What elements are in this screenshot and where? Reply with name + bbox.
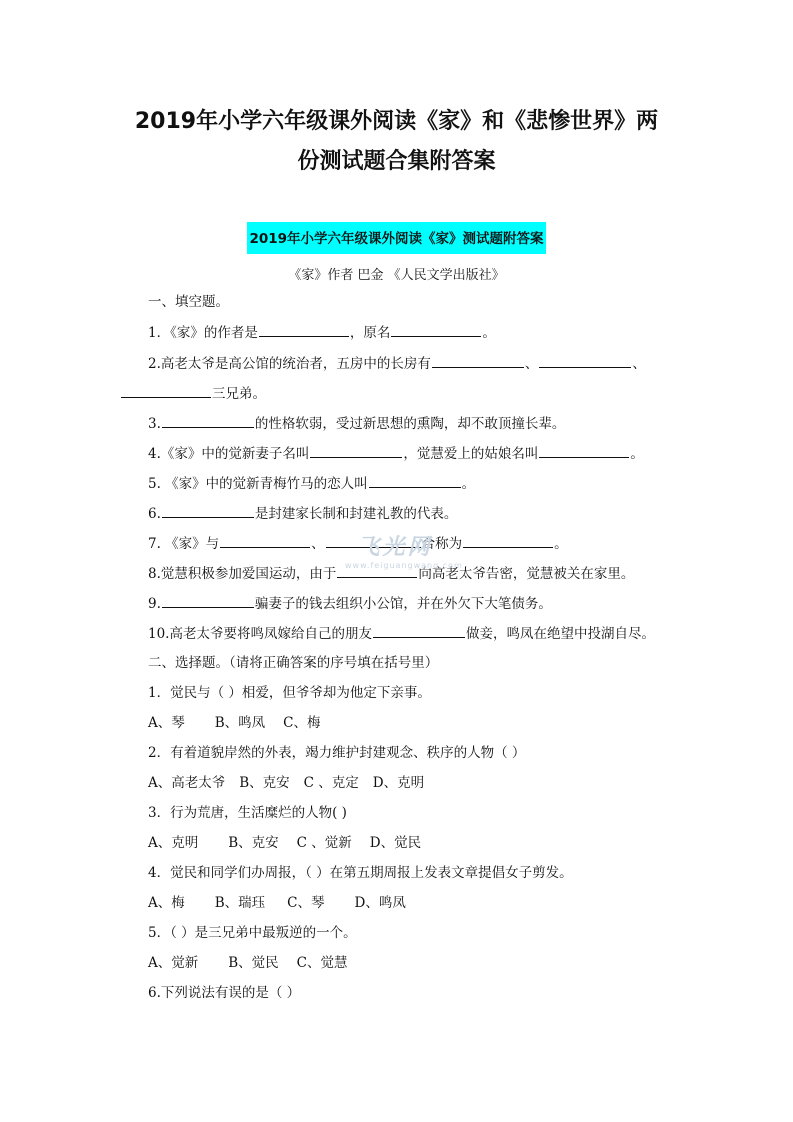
choice-q4-stem: 4．觉民和同学们办周报，（ ）在第五期周报上发表文章提倡女子剪发。 (148, 865, 573, 881)
q4-text-b: ，觉慧爱上的姑娘名叫 (403, 446, 539, 462)
q7-text-a: 7. 《家》与 (148, 536, 220, 552)
option: C 、觉新 (296, 835, 352, 851)
q2-text-d: 三兄弟。 (212, 386, 266, 402)
q9-text-b: 骗妻子的钱去组织小公馆，并在外欠下大笔债务。 (254, 596, 552, 612)
option: B、克安 (239, 775, 290, 791)
answer-blank[interactable] (337, 563, 417, 578)
option: B、克安 (228, 835, 279, 851)
option: A、梅 (148, 895, 185, 911)
q2-text-c: 、 (632, 356, 646, 372)
answer-blank[interactable] (369, 473, 461, 488)
option: A、觉新 (148, 955, 199, 971)
q2-text-b: 、 (524, 356, 539, 372)
option: A、琴 (148, 715, 185, 731)
q1-text-c: 。 (482, 325, 496, 341)
option: D、鸣凤 (354, 895, 406, 911)
watermark-url: www.feiguangwang.com (345, 561, 463, 570)
q5-text-a: 5. 《家》中的觉新青梅竹马的恋人叫 (148, 476, 368, 492)
answer-blank[interactable] (162, 413, 254, 428)
q7-text-b: 、 (311, 536, 325, 552)
watermark-logo-text: 飞光网 (357, 535, 433, 560)
q7-text-d: 。 (554, 536, 568, 552)
q3-text-a: 3. (148, 416, 161, 432)
answer-blank[interactable] (310, 443, 402, 458)
fill-q9 (148, 593, 552, 613)
document-title-line-2: 份测试题合集附答案 (297, 149, 496, 174)
choice-q1-stem: 1．觉民与（ ）相爱，但爷爷却为他定下亲事。 (148, 685, 431, 701)
q1-text-b: ，原名 (349, 325, 391, 341)
option: D、克明 (372, 775, 425, 791)
fill-q2 (148, 353, 646, 373)
fill-q8 (148, 563, 634, 583)
answer-blank[interactable] (373, 623, 465, 638)
option: C、琴 (287, 895, 325, 911)
choice-q2-options (148, 773, 424, 793)
option: C 、克定 (303, 775, 359, 791)
q8-text-b: 向高老太爷告密，觉慧被关在家里。 (418, 566, 635, 582)
answer-blank[interactable] (539, 443, 629, 458)
subtitle-wrap (0, 222, 793, 254)
answer-blank[interactable] (539, 353, 631, 368)
q4-text-c: 。 (630, 446, 644, 462)
option: C、觉慧 (296, 955, 348, 971)
q9-text-a: 9. (148, 596, 161, 612)
option: A、高老太爷 (148, 775, 226, 791)
answer-blank[interactable] (463, 533, 553, 548)
choice-q5-stem: 5．（ ）是三兄弟中最叛逆的一个。 (148, 925, 357, 941)
q5-text-b: 。 (461, 476, 476, 492)
fill-q1 (148, 322, 496, 342)
q10-text-a: 10.高老太爷要将鸣凤嫁给自己的朋友 (148, 626, 372, 642)
option: B、觉民 (228, 955, 279, 971)
fill-q2-cont (120, 383, 266, 403)
fill-q4 (148, 443, 644, 463)
option: B、瑞珏 (214, 895, 266, 911)
q6-text-a: 6. (148, 506, 161, 522)
fill-heading: 一、填空题。 (148, 294, 229, 310)
choice-q3-options (148, 833, 421, 853)
choice-q5-options (148, 953, 348, 973)
section-subtitle: 2019年小学六年级课外阅读《家》测试题附答案 (247, 222, 545, 254)
choice-q3-stem: 3．行为荒唐，生活糜烂的人物( ) (148, 805, 347, 821)
answer-blank[interactable] (162, 503, 254, 518)
q7-text-c: 合称为 (421, 536, 463, 552)
choice-q2-stem: 2．有着道貌岸然的外表，竭力维护封建观念、秩序的人物（ ） (148, 745, 526, 761)
fill-q10 (148, 623, 655, 643)
fill-q5 (148, 473, 475, 493)
q8-text-a: 8.觉慧积极参加爱国运动，由于 (148, 566, 337, 582)
answer-blank[interactable] (259, 322, 349, 337)
option: B、鸣凤 (214, 715, 266, 731)
answer-blank[interactable] (220, 533, 310, 548)
fill-q7 (148, 533, 568, 553)
q2-text-a: 2.高老太爷是高公馆的统治者，五房中的长房有 (148, 356, 431, 372)
q4-text-a: 4.《家》中的觉新妻子名叫 (148, 446, 310, 462)
answer-blank[interactable] (391, 322, 481, 337)
choice-q6-stem: 6.下列说法有误的是（ ） (148, 985, 301, 1001)
choice-heading: 二、选择题。（请将正确答案的序号填在括号里） (148, 655, 439, 671)
answer-blank[interactable] (326, 533, 421, 548)
answer-blank[interactable] (162, 593, 254, 608)
q3-text-b: 的性格软弱，受过新思想的熏陶，却不敢顶撞长辈。 (254, 416, 566, 432)
fill-q6 (148, 503, 457, 523)
option: D、觉民 (369, 835, 422, 851)
author-line: 《家》作者 巴金 《人民文学出版社》 (288, 268, 505, 283)
choice-q4-options (148, 893, 406, 913)
answer-blank[interactable] (432, 353, 524, 368)
option: C、梅 (283, 715, 321, 731)
q6-text-b: 是封建家长制和封建礼教的代表。 (254, 506, 458, 522)
choice-q1-options (148, 713, 321, 733)
option: A、克明 (148, 835, 199, 851)
q1-text-a: 1．《家》的作者是 (148, 325, 258, 341)
q10-text-b: 做妾，鸣凤在绝望中投湖自尽。 (465, 626, 655, 642)
fill-q3 (148, 413, 565, 433)
answer-blank[interactable] (121, 383, 211, 398)
document-title-line-1: 2019年小学六年级课外阅读《家》和《悲惨世界》两 (134, 109, 659, 134)
